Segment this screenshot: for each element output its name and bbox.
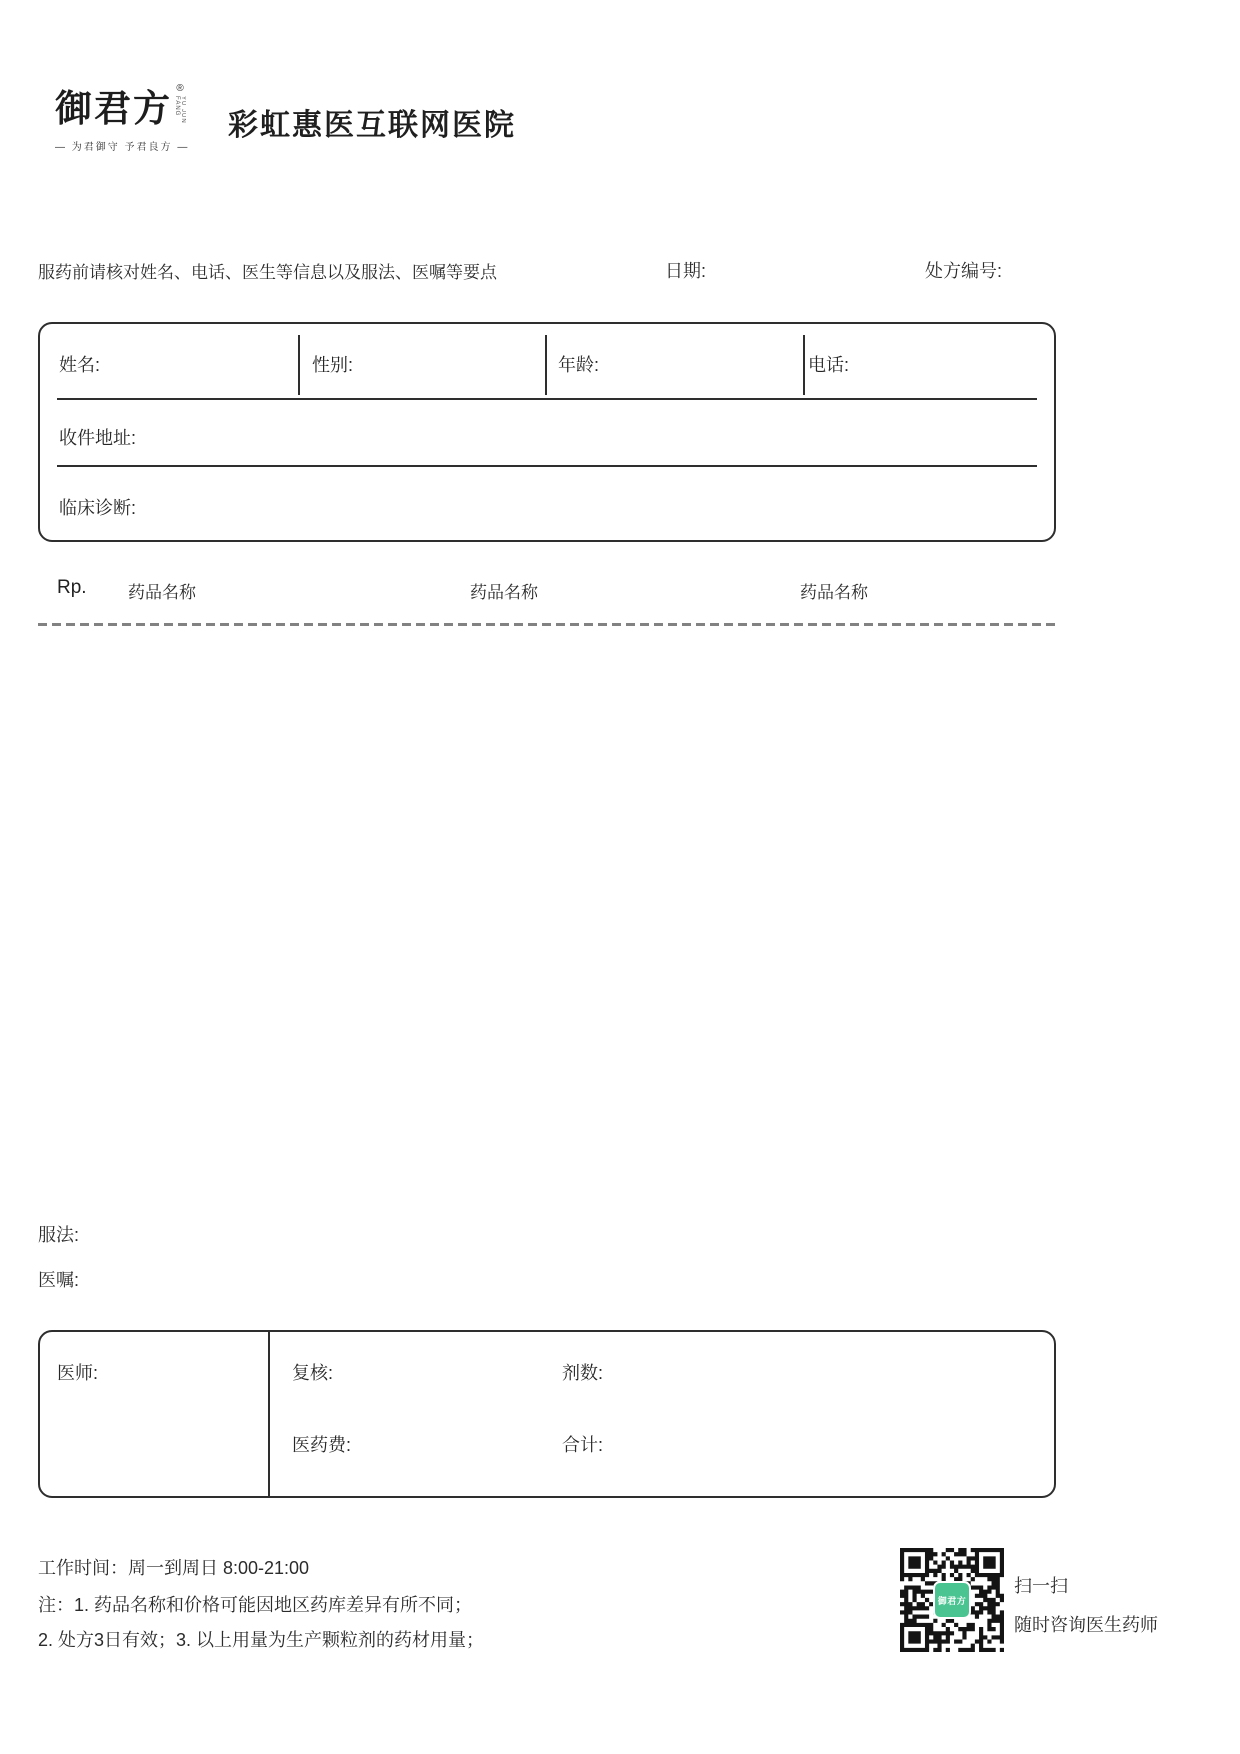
total-label: 合计: <box>562 1435 604 1455</box>
physician-label: 医师: <box>57 1363 99 1383</box>
patient-gender-label: 性别: <box>312 355 354 375</box>
medicine-fee-label: 医药费: <box>292 1435 352 1455</box>
column-divider <box>298 335 300 395</box>
review-label: 复核: <box>292 1363 334 1383</box>
brand-logo-top <box>55 84 189 134</box>
column-divider <box>268 1332 270 1496</box>
drug-name-column-header: 药品名称 <box>800 583 868 602</box>
registered-trademark-icon: ® <box>176 83 184 94</box>
rp-label: Rp. <box>57 577 87 598</box>
rx-number-label: 处方编号: <box>925 261 1003 281</box>
usage-label: 服法: <box>38 1225 80 1245</box>
brand-vertical-text: YU JUN FANG <box>174 96 186 124</box>
qr-caption-scan: 扫一扫 <box>1014 1576 1068 1596</box>
working-hours-text: 工作时间：周一到周日 8:00-21:00 <box>38 1558 310 1578</box>
qr-caption-consult: 随时咨询医生药师 <box>1014 1615 1158 1635</box>
signoff-box <box>38 1330 1056 1498</box>
qr-center-logo <box>933 1581 971 1619</box>
drug-name-column-header: 药品名称 <box>470 583 538 602</box>
dashed-separator <box>38 623 1056 626</box>
qr-code <box>900 1548 1004 1652</box>
row-divider <box>57 398 1037 400</box>
clinical-diagnosis-label: 临床诊断: <box>59 498 137 518</box>
row-divider <box>57 465 1037 467</box>
hospital-title: 彩虹惠医互联网医院 <box>228 109 516 142</box>
qr-center-logo-text: 御君方 <box>937 1595 967 1606</box>
brand-name: 御君方 <box>55 86 172 130</box>
patient-name-label: 姓名: <box>59 355 101 375</box>
doctor-advice-label: 医嘱: <box>38 1270 80 1290</box>
column-divider <box>545 335 547 395</box>
brand-tagline: — 为君御守 予君良方 — <box>55 142 190 153</box>
shipping-address-label: 收件地址: <box>59 428 137 448</box>
dose-count-label: 剂数: <box>562 1363 604 1383</box>
check-reminder-text: 服药前请核对姓名、电话、医生等信息以及服法、医嘱等要点 <box>38 263 497 282</box>
footer-note-line1: 注：1. 药品名称和价格可能因地区药库差异有所不同； <box>38 1595 473 1615</box>
patient-info-box <box>38 322 1056 542</box>
footer-note-line2: 2. 处方3日有效；3. 以上用量为生产颗粒剂的药材用量； <box>38 1630 485 1650</box>
brand-side <box>174 84 186 134</box>
drug-name-column-header: 药品名称 <box>128 583 196 602</box>
date-label: 日期: <box>665 261 707 281</box>
brand-logo <box>55 84 189 153</box>
patient-phone-label: 电话: <box>808 355 850 375</box>
column-divider <box>803 335 805 395</box>
patient-age-label: 年龄: <box>558 355 600 375</box>
